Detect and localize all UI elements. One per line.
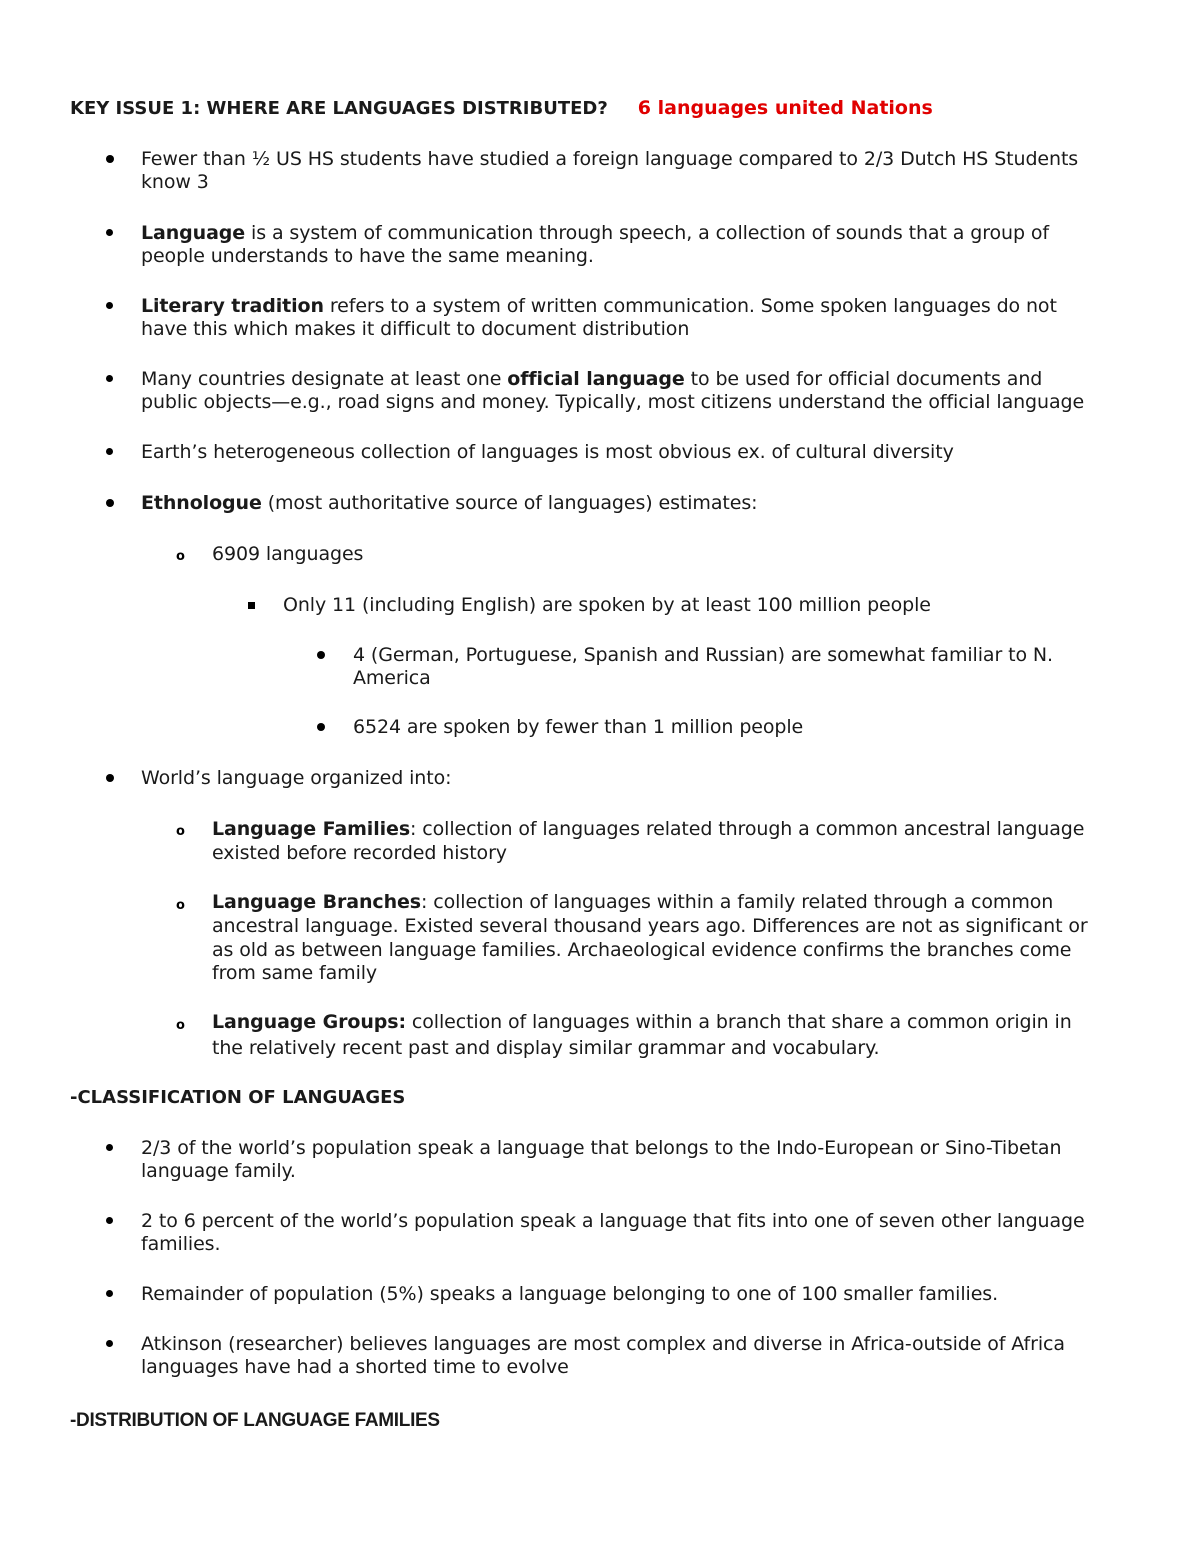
definition: refers to a system of written communication. Some spoken languages do not bbox=[323, 295, 1057, 317]
bullet-text: 6524 are spoken by fewer than 1 million people bbox=[353, 716, 804, 738]
bullet-text: know 3 bbox=[141, 171, 209, 193]
bullet-text: people understands to have the same meaning. bbox=[141, 245, 594, 267]
bullet-text: 6909 languages bbox=[212, 543, 364, 565]
term: Language Branches bbox=[212, 891, 421, 913]
bullet-text bbox=[141, 295, 1057, 318]
bullet-icon bbox=[106, 1340, 113, 1347]
bullet-text: public objects—e.g., road signs and money. Typically, most citizens understand the official language bbox=[141, 391, 1085, 413]
circle-bullet-icon: o bbox=[176, 549, 185, 564]
bullet-text bbox=[212, 891, 1053, 914]
bullet-text: 4 (German, Portuguese, Spanish and Russian) are somewhat familiar to N. bbox=[353, 644, 1053, 666]
bullet-icon bbox=[106, 774, 114, 782]
section-heading-distribution: -DISTRIBUTION OF LANGUAGE FAMILIES bbox=[70, 1410, 440, 1431]
bullet-icon bbox=[106, 155, 114, 163]
bullet-text bbox=[212, 1011, 1072, 1034]
bullet-icon bbox=[106, 1144, 113, 1151]
page-title bbox=[70, 97, 933, 119]
bullet-text: have this which makes it difficult to document distribution bbox=[141, 318, 690, 340]
term: Literary tradition bbox=[141, 295, 324, 317]
bullet-text bbox=[141, 492, 757, 515]
text-post: to be used for official documents and bbox=[684, 368, 1043, 390]
definition: : collection of languages within a family related through a common bbox=[421, 891, 1054, 913]
bullet-icon bbox=[106, 448, 113, 455]
bullet-icon bbox=[106, 1290, 113, 1297]
bullet-text bbox=[141, 222, 1049, 245]
bullet-text: from same family bbox=[212, 962, 378, 984]
term: Language Families bbox=[212, 818, 411, 840]
term: official language bbox=[507, 368, 685, 390]
bullet-text: ancestral language. Existed several thousand years ago. Differences are not as significant or bbox=[212, 915, 1088, 937]
bullet-text: the relatively recent past and display similar grammar and vocabulary. bbox=[212, 1037, 880, 1059]
bullet-text: World’s language organized into: bbox=[141, 767, 452, 789]
term: Ethnologue bbox=[141, 492, 262, 514]
definition: (most authoritative source of languages) estimates: bbox=[261, 492, 758, 514]
term: Language bbox=[141, 222, 246, 244]
bullet-text: existed before recorded history bbox=[212, 842, 507, 864]
term: Language Groups: bbox=[212, 1011, 406, 1033]
bullet-text: America bbox=[353, 667, 431, 689]
bullet-icon bbox=[106, 375, 113, 382]
title-note: 6 languages united Nations bbox=[637, 97, 933, 119]
bullet-text: Only 11 (including English) are spoken by at least 100 million people bbox=[283, 594, 931, 616]
bullet-text: families. bbox=[141, 1233, 221, 1255]
square-bullet-icon bbox=[248, 602, 255, 609]
title-text: KEY ISSUE 1: WHERE ARE LANGUAGES DISTRIBUTED? bbox=[70, 98, 608, 119]
definition: collection of languages within a branch that share a common origin in bbox=[405, 1011, 1072, 1033]
bullet-text: 2/3 of the world’s population speak a language that belongs to the Indo-European or Sino-Tibetan bbox=[141, 1137, 1062, 1159]
bullet-icon bbox=[317, 723, 325, 731]
bullet-text: Fewer than ½ US HS students have studied a foreign language compared to 2/3 Dutch HS Students bbox=[141, 148, 1079, 170]
circle-bullet-icon: o bbox=[176, 824, 185, 839]
bullet-text: Atkinson (researcher) believes languages are most complex and diverse in Africa-outside of Africa bbox=[141, 1333, 1065, 1355]
bullet-text bbox=[212, 818, 1084, 841]
bullet-text: as old as between language families. Archaeological evidence confirms the branches come bbox=[212, 939, 1072, 961]
bullet-icon bbox=[106, 1217, 113, 1224]
bullet-icon bbox=[106, 302, 113, 309]
bullet-text: languages have had a shorted time to evolve bbox=[141, 1356, 569, 1378]
circle-bullet-icon: o bbox=[176, 1018, 185, 1033]
bullet-icon bbox=[106, 499, 114, 507]
section-heading-classification: -CLASSIFICATION OF LANGUAGES bbox=[70, 1087, 406, 1108]
bullet-icon bbox=[317, 651, 325, 659]
bullet-text: 2 to 6 percent of the world’s population speak a language that fits into one of seven other language bbox=[141, 1210, 1085, 1232]
text-pre: Many countries designate at least one bbox=[141, 368, 508, 390]
circle-bullet-icon: o bbox=[176, 898, 185, 913]
bullet-text: Earth’s heterogeneous collection of languages is most obvious ex. of cultural diversity bbox=[141, 441, 954, 463]
definition: : collection of languages related through a common ancestral language bbox=[410, 818, 1085, 840]
bullet-text: Remainder of population (5%) speaks a language belonging to one of 100 smaller families. bbox=[141, 1283, 999, 1305]
definition: is a system of communication through speech, a collection of sounds that a group of bbox=[245, 222, 1049, 244]
bullet-text: language family. bbox=[141, 1160, 296, 1182]
bullet-text bbox=[141, 368, 1042, 391]
bullet-icon bbox=[106, 229, 113, 236]
